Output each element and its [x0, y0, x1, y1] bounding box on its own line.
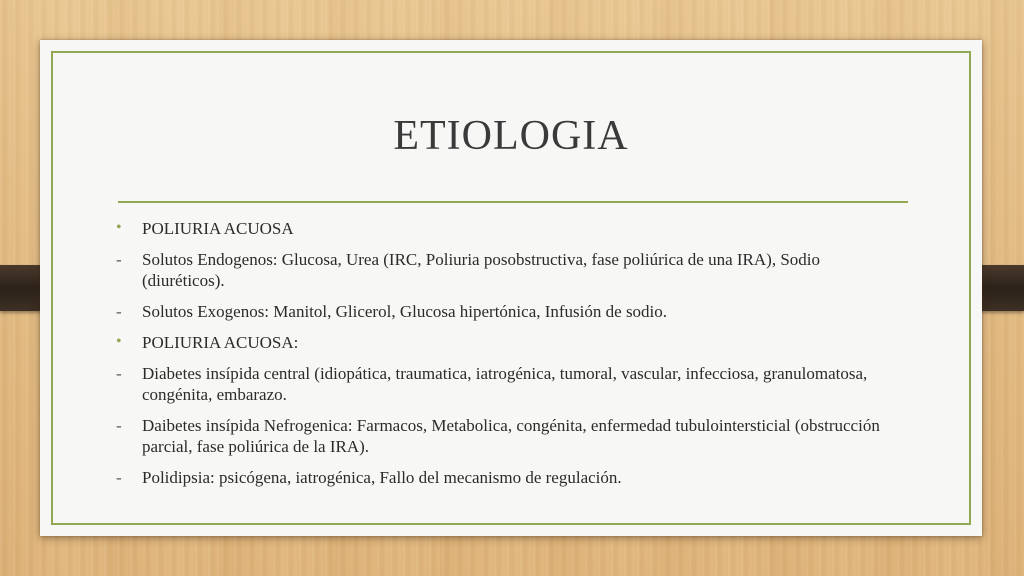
list-item [116, 467, 906, 488]
list-item [116, 332, 906, 353]
bullet-marker: • [116, 219, 122, 236]
title-divider [118, 201, 908, 203]
bullet-list [116, 218, 906, 498]
list-item-text: Solutos Endogenos: Glucosa, Urea (IRC, Poliuria posobstructiva, fase poliúrica de una IRA), Sodio (diuréticos). [142, 250, 820, 290]
list-item-text: Polidipsia: psicógena, iatrogénica, Fallo del mecanismo de regulación. [142, 468, 622, 487]
list-item-text: Diabetes insípida central (idiopática, traumatica, iatrogénica, tumoral, vascular, infecciosa, granulomatosa, congénita, embarazo. [142, 364, 868, 404]
list-item [116, 415, 906, 457]
list-item-text: POLIURIA ACUOSA: [142, 333, 299, 352]
bullet-marker: • [116, 333, 122, 350]
slide [40, 40, 982, 536]
dash-marker: - [116, 468, 122, 487]
dash-marker: - [116, 416, 122, 435]
list-item-text: Daibetes insípida Nefrogenica: Farmacos, Metabolica, congénita, enfermedad tubulointersticial (obstrucción parcial, fase poliúrica de la IRA). [142, 416, 880, 456]
slide-title: ETIOLOGIA [393, 113, 629, 159]
dash-marker: - [116, 302, 122, 321]
dash-marker: - [116, 250, 122, 269]
dash-marker: - [116, 364, 122, 383]
list-item [116, 218, 906, 239]
list-item [116, 249, 906, 291]
list-item-text: Solutos Exogenos: Manitol, Glicerol, Glucosa hipertónica, Infusión de sodio. [142, 302, 668, 321]
list-item [116, 301, 906, 322]
list-item-text: POLIURIA ACUOSA [142, 219, 294, 238]
list-item [116, 363, 906, 405]
